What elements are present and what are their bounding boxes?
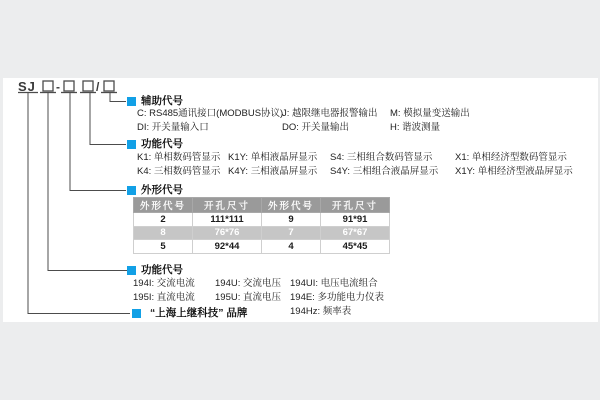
table-row: [134, 240, 390, 254]
section-title-func-type: 功能代号: [141, 264, 183, 276]
blue-square-icon: [127, 140, 136, 149]
func-type-item: 194U: 交流电压: [215, 278, 281, 289]
func-display-item: K4: 三相数码管显示: [137, 166, 221, 177]
aux-item: DI: 开关量输入口: [137, 122, 209, 133]
connector-func-type: [48, 92, 129, 271]
table-cell: 7: [262, 226, 321, 240]
blue-square-icon: [127, 97, 136, 106]
section-title-func-display: 功能代号: [141, 138, 183, 150]
table-row: [134, 213, 390, 227]
aux-item: J: 越限继电器报警输出: [282, 108, 378, 119]
connector-shape: [70, 92, 126, 191]
section-title-aux: 辅助代号: [141, 95, 183, 107]
model-dash: -: [56, 80, 60, 94]
func-type-item: 194I: 交流电流: [133, 278, 195, 289]
table-cell: 5: [134, 240, 193, 254]
section-header-aux: [127, 96, 183, 107]
func-display-item: S4: 三相组合数码管显示: [330, 152, 433, 163]
func-type-item: 195U: 直流电压: [215, 292, 281, 303]
table-cell: 76*76: [193, 226, 262, 240]
func-display-item: X1: 单相经济型数码管显示: [455, 152, 567, 163]
func-display-item: S4Y: 三相组合液晶屏显示: [330, 166, 439, 177]
func-display-item: K1: 单相数码管显示: [137, 152, 221, 163]
func-type-item: 194Hz: 频率表: [290, 306, 352, 317]
table-header-row: [134, 198, 390, 213]
connector-brand: [28, 92, 130, 314]
table-cell: 111*111: [193, 213, 262, 227]
table-cell: 91*91: [321, 213, 390, 227]
blue-square-icon: [127, 186, 136, 195]
table-header-cell: 外形代号: [134, 198, 193, 213]
section-title-shape: 外形代号: [141, 184, 183, 196]
func-type-item: 194E: 多功能电力仪表: [290, 292, 384, 303]
func-display-item: K1Y: 单相液晶屏显示: [228, 152, 318, 163]
elbow-connectors: [28, 92, 130, 314]
table-cell: 2: [134, 213, 193, 227]
connector-func-display: [90, 92, 126, 145]
aux-item: H: 谐波测量: [390, 122, 441, 133]
func-display-item: X1Y: 单相经济型液晶屏显示: [455, 166, 573, 177]
aux-item: C: RS485通讯接口(MODBUS协议): [137, 108, 284, 119]
table-cell: 8: [134, 226, 193, 240]
section-header-shape: [127, 185, 183, 196]
table-header-cell: 外形代号: [262, 198, 321, 213]
section-header-func-display: [127, 139, 183, 150]
connector-aux: [110, 92, 126, 102]
blue-square-icon: [127, 266, 136, 275]
table-header-cell: 开孔尺寸: [321, 198, 390, 213]
table-cell: 45*45: [321, 240, 390, 254]
section-header-func-type: [127, 265, 183, 276]
blue-square-icon: [132, 309, 141, 318]
func-type-item: 194UI: 电压电流组合: [290, 278, 378, 289]
table-cell: 92*44: [193, 240, 262, 254]
section-header-brand: [132, 308, 247, 319]
brand-label: “上海上继科技” 品牌: [150, 307, 248, 319]
model-prefix: SJ: [18, 79, 36, 94]
table-cell: 4: [262, 240, 321, 254]
table-cell: 9: [262, 213, 321, 227]
func-display-item: K4Y: 三相液晶屏显示: [228, 166, 318, 177]
table-header-cell: 开孔尺寸: [193, 198, 262, 213]
shape-code-table: [133, 197, 390, 254]
aux-item: DO: 开关量输出: [282, 122, 350, 133]
model-box: [43, 81, 114, 91]
aux-item: M: 模拟量变送输出: [390, 108, 470, 119]
table-cell: 67*67: [321, 226, 390, 240]
table-row: [134, 226, 390, 240]
func-type-item: 195I: 直流电流: [133, 292, 195, 303]
model-slash: /: [96, 80, 100, 94]
